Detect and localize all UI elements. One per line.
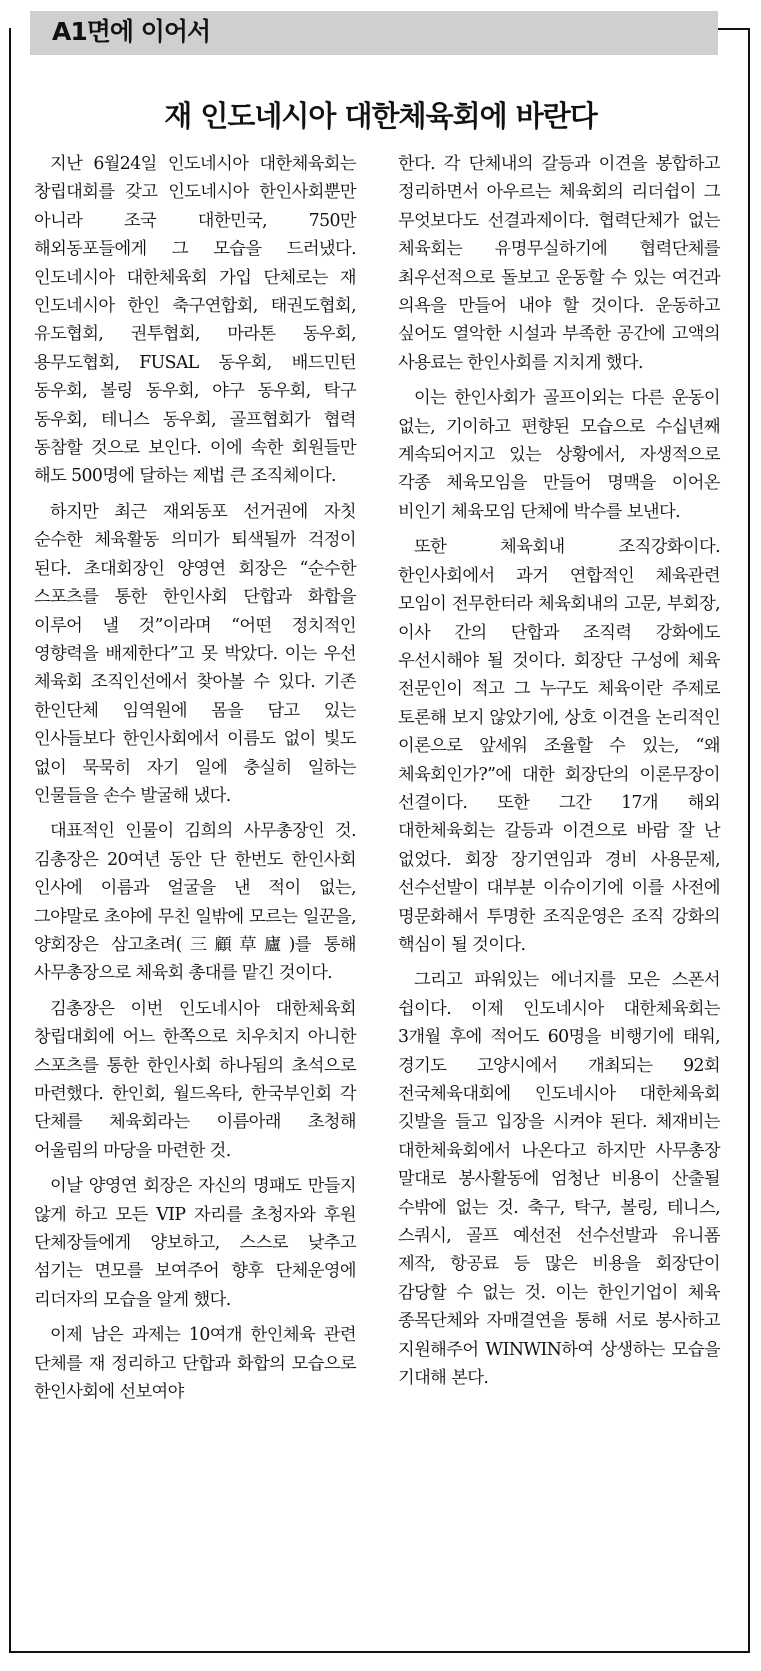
paragraph: 지난 6월24일 인도네시아 대한체육회는 창립대회를 갖고 인도네시아 한인사회뿐만 아니라 조국 대한민국, 750만 해외동포들에게 그 모습을 드러냈다. 인도네시아 대한체육회 가입 단체로는 재 인도네시아 한인 축구연합회, 태권도협회, 유도협회, 권투협회, 마라톤 동우회, 용무도협회, FUSAL 동우회, 배드민턴 동우회, 볼링 동우회, 야구 동우회, 탁구 동우회, 테니스 동우회, 골프협회가 협력 동참할 것으로 보인다. 이에 속한 회원들만 해도 500명에 달하는 제법 큰 조직체이다. bbox=[34, 154, 356, 487]
frame-top-right-border bbox=[718, 28, 750, 30]
paragraph: 이제 남은 과제는 10여개 한인체육 관련 단체를 재 정리하고 단합과 화합의 모습으로 한인사회에 선보여야 bbox=[34, 1325, 356, 1403]
frame-right-border bbox=[748, 28, 750, 1653]
paragraph: 대표적인 인물이 김희의 사무총장인 것. 김총장은 20여년 동안 단 한번도 한인사회 인사에 이름과 얼굴을 낸 적이 없는, 그야말로 초야에 무친 일밖에 모르는 일꾼을, 양회장은 삼고초려(三顧草廬)를 통해 사무총장으로 체육회 총대를 맡긴 것이다. bbox=[34, 821, 356, 984]
frame-left-border bbox=[9, 28, 11, 1653]
paragraph: 한다. 각 단체내의 갈등과 이견을 봉합하고 정리하면서 아우르는 체육회의 리더쉽이 그 무엇보다도 선결과제이다. 협력단체가 없는 체육회는 유명무실하기에 협력단체를 최우선적으로 돌보고 운동할 수 있는 여건과 의욕을 만들어 내야 할 것이다. 운동하고 싶어도 열악한 시설과 부족한 공간에 고액의 사용료는 한인사회를 지치게 했다. bbox=[398, 154, 720, 373]
paragraph: 김총장은 이번 인도네시아 대한체육회 창립대회에 어느 한쪽으로 치우치지 아니한 스포츠를 통한 한인사회 하나됨의 초석으로 마련했다. 한인회, 월드옥타, 한국부인회 각 단체를 체육회라는 이름아래 초청해 어울림의 마당을 마련한 것. bbox=[34, 998, 356, 1161]
paragraph: 하지만 최근 재외동포 선거권에 자칫 순수한 체육활동 의미가 퇴색될까 걱정이 된다. 초대회장인 양영연 회장은 “순수한 스포츠를 통한 한인사회 단합과 화합을 이루어 낼 것”이라며 “어떤 정치적인 영향력을 배제한다”고 못 박았다. 이는 우선 체육회 조직인선에서 찾아볼 수 있다. 기존 한인단체 임역원에 몸을 담고 있는 인사들보다 한인사회에서 이름도 없이 빛도 없이 묵묵히 자기 일에 충실히 일하는 인물들을 손수 발굴해 냈다. bbox=[34, 501, 356, 806]
paragraph: 이날 양영연 회장은 자신의 명패도 만들지 않게 하고 모든 VIP 자리를 초청자와 후원 단체장들에게 양보하고, 스스로 낮추고 섬기는 면모를 보여주어 향후 단체운영에 리더자의 모습을 알게 했다. bbox=[34, 1176, 356, 1310]
frame-bottom-border bbox=[9, 1651, 750, 1653]
paragraph: 이는 한인사회가 골프이외는 다른 운동이 없는, 기이하고 편향된 모습으로 수십년째 계속되어지고 있는 상황에서, 자생적으로 각종 체육모임을 만들어 명맥을 이어온 비인기 체육모임 단체에 박수를 보낸다. bbox=[398, 388, 720, 522]
paragraph: 또한 체육회내 조직강화이다. 한인사회에서 과거 연합적인 체육관련 모임이 전무한터라 체육회내의 고문, 부회장, 이사 간의 단합과 조직력 강화에도 우선시해야 될 것이다. 회장단 구성에 체육 전문인이 적고 그 누구도 체육이란 주제로 토론해 보지 않았기에, 상호 이견을 논리적인 이론으로 앞세워 조율할 수 있는, “왜 체육회인가?”에 대한 회장단의 이론무장이 선결이다. 또한 그간 17개 해외 대한체육회는 갈등과 이견으로 바람 잘 난 없었다. 회장 장기연임과 경비 사용문제, 선수선발이 대부분 이슈이기에 이를 사전에 명문화해서 투명한 조직운영은 조직 강화의 핵심이 될 것이다. bbox=[398, 537, 720, 955]
paragraph: 그리고 파워있는 에너지를 모은 스폰서 쉽이다. 이제 인도네시아 대한체육회는 3개월 후에 적어도 60명을 비행기에 태워, 경기도 고양시에서 개최되는 92회 전국체육대회에 인도네시아 대한체육회 깃발을 들고 입장을 시켜야 된다. 체재비는 대한체육회에서 나온다고 하지만 사무총장 말대로 봉사활동에 엄청난 비용이 산출될 수밖에 없는 것. 축구, 탁구, 볼링, 테니스, 스쿼시, 골프 예선전 선수선발과 유니폼 제작, 항공료 등 많은 비용을 회장단이 감당할 수 없는 것. 이는 한인기업이 체육 종목단체와 자매결연을 통해 서로 봉사하고 지원해주어 WINWIN하여 상생하는 모습을 기대해 본다. bbox=[398, 970, 720, 1389]
article-column-left bbox=[34, 150, 356, 1413]
article-headline: 재 인도네시아 대한체육회에 바란다 bbox=[164, 99, 597, 133]
article-column-right bbox=[398, 150, 720, 1399]
section-tab-label: A1면에 이어서 bbox=[52, 17, 211, 46]
